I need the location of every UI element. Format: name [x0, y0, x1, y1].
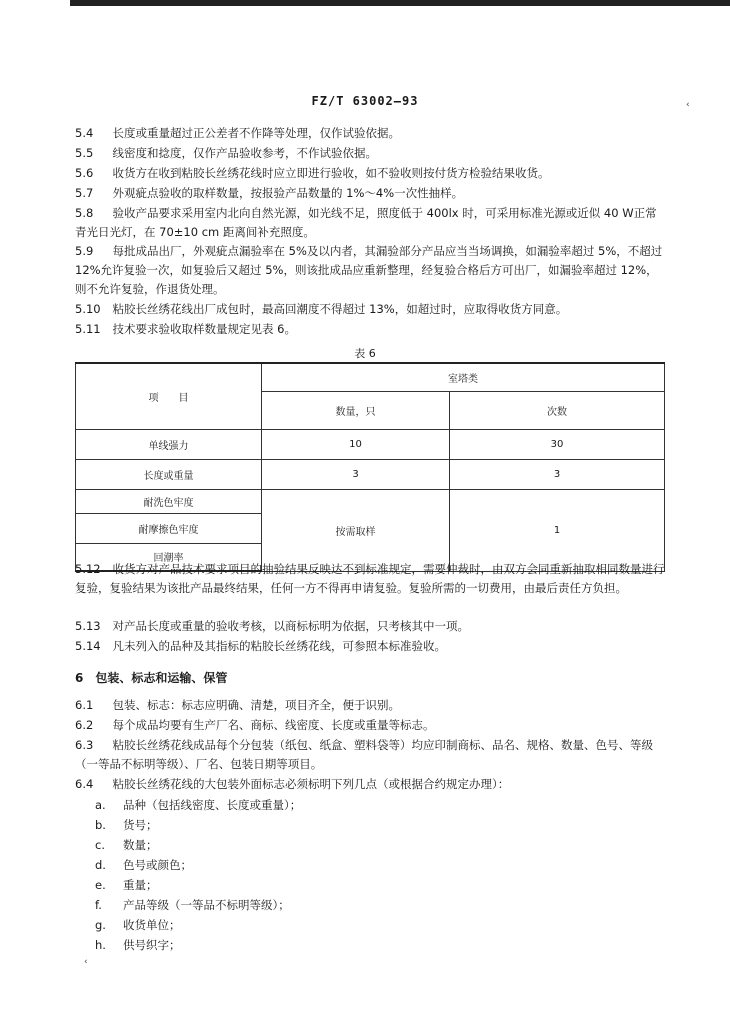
row-item: 长度或重量 — [76, 459, 262, 489]
scan-edge-bar — [70, 0, 730, 6]
clause-5-11: 5.11 技术要求验收取样数量规定见表 6。 — [75, 322, 296, 336]
row-times: 30 — [450, 429, 665, 459]
table-row — [76, 429, 665, 459]
list-item: e. 重量； — [95, 878, 158, 892]
clause-5-5: 5.5 线密度和捻度，仅作产品验收参考，不作试验依据。 — [75, 146, 377, 160]
row-qty: 10 — [262, 429, 450, 459]
row-times: 3 — [450, 459, 665, 489]
sampling-table — [75, 362, 665, 572]
merged-qty: 按需取样 — [262, 489, 450, 571]
row-item: 回潮率 — [76, 543, 262, 571]
clause-6-2: 6.2 每个成品均要有生产厂名、商标、线密度、长度或重量等标志。 — [75, 718, 435, 732]
header-item: 项 目 — [76, 363, 262, 429]
header-qty: 数量，只 — [262, 391, 450, 429]
table-row — [76, 489, 665, 513]
clause-5-8: 5.8 验收产品要求采用室内北向自然光源，如光线不足，照度低于 400lx 时，可采用标准光源或近似 40 W正常青光日光灯，在 70±10 cm 距离间补充照度。 — [75, 206, 657, 239]
clause-6-4: 6.4 粘胶长丝绣花线的大包装外面标志必须标明下列几点（或根据合约规定办理）： — [75, 777, 510, 791]
table-row — [76, 459, 665, 489]
list-item: b. 货号； — [95, 818, 158, 832]
row-qty: 3 — [262, 459, 450, 489]
clause-6-3: 6.3 粘胶长丝绣花线成品每个分包装（纸包、纸盒、塑料袋等）均应印制商标、品名、规格、数量、色号、等级（一等品不标明等级）、厂名、包装日期等项目。 — [75, 738, 653, 771]
margin-mark-right: ‹ — [686, 100, 690, 110]
clause-5-9: 5.9 每批成品出厂，外观疵点漏验率在 5%及以内者，其漏验部分产品应当当场调换，如漏验率超过 5%，不超过 12%允许复验一次，如复验后又超过 5%，则该批成品应重新整理，经复验合格后方可出厂，如漏验率超过 12%，则不允许复验，作退货处理。 — [75, 244, 663, 296]
header-times: 次数 — [450, 391, 665, 429]
list-item: a. 品种（包括线密度、长度或重量）； — [95, 798, 302, 812]
list-item: g. 收货单位； — [95, 918, 181, 932]
list-item: h. 供号织字； — [95, 938, 181, 952]
clause-5-12: 5.12 收货方对产品技术要求项目的抽验结果反映达不到标准规定，需要仲裁时，由双方会同重新抽取相同数量进行复验，复验结果为该批产品最终结果，任何一方不得再申请复验。复验所需的一切费用，由最后责任方负担。 — [75, 562, 665, 595]
clause-5-6: 5.6 收货方在收到粘胶长丝绣花线时应立即进行验收，如不验收则按付货方检验结果收货。 — [75, 166, 550, 180]
list-item: f. 产品等级（一等品不标明等级）； — [95, 898, 290, 912]
header-group: 室塔类 — [262, 363, 665, 391]
row-item: 单线强力 — [76, 429, 262, 459]
standard-code-header: FZ/T 63002—93 — [311, 94, 419, 108]
clause-5-14: 5.14 凡未列入的品种及其指标的粘胶长丝绣花线，可参照本标准验收。 — [75, 639, 446, 653]
list-item: d. 色号或颜色； — [95, 858, 192, 872]
table-caption: 表 6 — [354, 347, 376, 360]
list-item: c. 数量； — [95, 838, 158, 852]
clause-5-10: 5.10 粘胶长丝绣花线出厂成包时，最高回潮度不得超过 13%，如超过时，应取得收货方同意。 — [75, 302, 568, 316]
clause-5-7: 5.7 外观疵点验收的取样数量，按报验产品数量的 1%～4%一次性抽样。 — [75, 186, 464, 200]
section-6-title: 6 包装、标志和运输、保管 — [75, 671, 228, 685]
row-item: 耐摩擦色牢度 — [76, 513, 262, 543]
clause-5-4: 5.4 长度或重量超过正公差者不作降等处理，仅作试验依据。 — [75, 126, 400, 140]
clause-6-1: 6.1 包装、标志：标志应明确、清楚，项目齐全，便于识别。 — [75, 698, 400, 712]
clause-5-13: 5.13 对产品长度或重量的验收考核，以商标标明为依据，只考核其中一项。 — [75, 619, 469, 633]
row-item: 耐洗色牢度 — [76, 489, 262, 513]
margin-mark-bottom: ‹ — [84, 957, 88, 967]
merged-times: 1 — [450, 489, 665, 571]
